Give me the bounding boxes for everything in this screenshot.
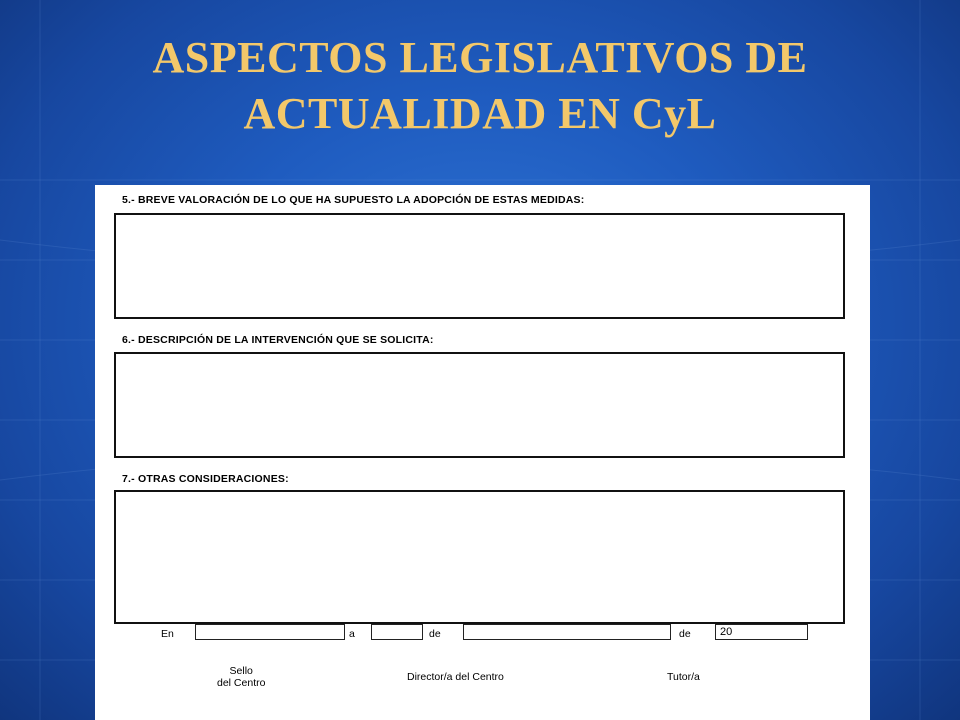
section-5-textbox[interactable] [114, 213, 845, 319]
day-field[interactable] [371, 624, 423, 640]
slide-title-line-1: ASPECTOS LEGISLATIVOS DE [152, 33, 808, 82]
form-document [95, 185, 870, 720]
date-a-label: a [349, 628, 355, 640]
place-field[interactable] [195, 624, 345, 640]
seal-label-line-1: Sello [229, 665, 253, 677]
seal-label-line-2: del Centro [217, 677, 266, 689]
month-field[interactable] [463, 624, 671, 640]
section-7-textbox[interactable] [114, 490, 845, 624]
year-field[interactable]: 20 [715, 624, 808, 640]
section-7-label: 7.- OTRAS CONSIDERACIONES: [122, 473, 289, 485]
date-de-label-1: de [429, 628, 441, 640]
slide-title-line-2: ACTUALIDAD EN CyL [243, 89, 717, 138]
seal-label [217, 665, 265, 689]
date-de-label-2: de [679, 628, 691, 640]
section-6-textbox[interactable] [114, 352, 845, 458]
section-6-label: 6.- DESCRIPCIÓN DE LA INTERVENCIÓN QUE SE SOLICITA: [122, 334, 434, 346]
tutor-signature-label: Tutor/a [667, 671, 700, 683]
date-en-label: En [161, 628, 174, 640]
slide-title [0, 30, 960, 142]
section-5-label: 5.- BREVE VALORACIÓN DE LO QUE HA SUPUESTO LA ADOPCIÓN DE ESTAS MEDIDAS: [122, 194, 585, 206]
director-signature-label: Director/a del Centro [407, 671, 504, 683]
